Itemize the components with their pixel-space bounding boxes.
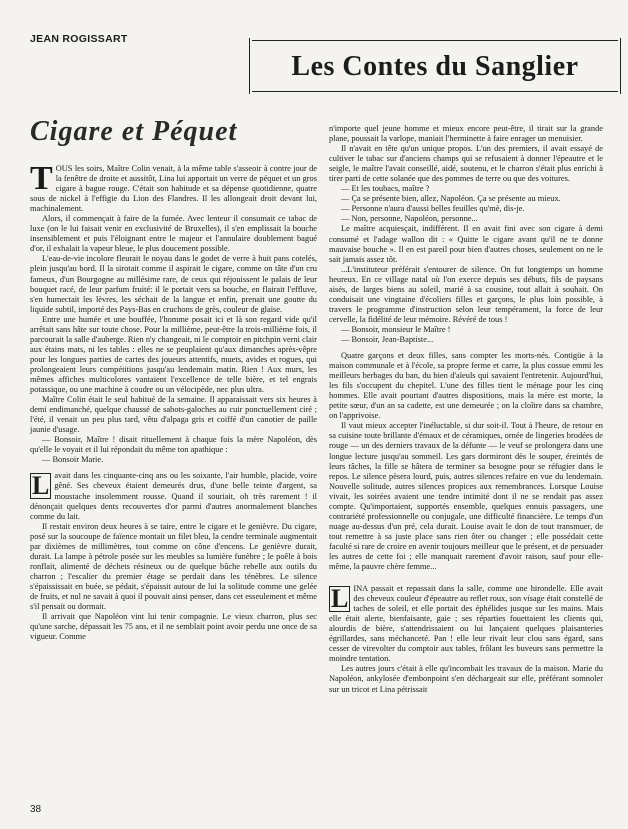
paragraph-text: Quatre garçons et deux filles, sans compter les morts-nés. Contigüe à la maison communale et à l'école, sa propre ferme et carre, la plus cossue emmi les meilleurs herbages du ban, du bien d'aïeuls qui savaient l'entretenir. Aujourd'hui, les fils s'occupent du chepitel. L'une des filles tient le ménage pour les cinq hommes. Elle avait pourtant d'autres dispositions, mais la mère est morte, la petite sœur, d'un an sa cadette, est une demeurée ; on la cloître dans sa chambre, on l'apprivoise.: [329, 351, 603, 421]
paragraph: [329, 204, 603, 214]
paragraph-text: — Non, personne, Napoléon, personne...: [341, 214, 478, 224]
paragraph-text: Alors, il commençait à faire de la fumée. Avec lenteur il consumait ce tabac de luxe (on le lui faisait venir en exclusivité de Bruxelles), il s'en emplissait la bouche insensiblement et puis l'éloignant entre le majeur et l'annulaire doublement bagué d'or, il exhalait la vapeur bleue, le plus doucement possible.: [30, 214, 317, 254]
paragraph-text: Entre une humée et une bouffée, l'homme posait ici et là son regard vide qu'il arrêtait sans hâte sur toute chose. Pour la millième, peut-être la trois-millième fois, il parcourait la salle d'auberge. Rien n'y changeait, ni le comptoir en pitchpin verni clair aux étains mats, ni les tables : elles ne se peuplaient qu'aux dimanches après-vêpre pour les longues parties de cartes des joueurs attentifs, muets, avides et rogues, qui prolongeaient leurs compétitions jusqu'au lendemain matin. Rien ! Aux murs, les mêmes affiches multicolores vantaient l'excellence de telle bière, et tel engrais potassique, ou une machine à coudre ou un vélocipède, nec plus ultra.: [30, 314, 317, 395]
paragraph: [30, 612, 317, 642]
paragraph: [329, 184, 603, 194]
drop-cap: L: [32, 471, 50, 501]
paragraph: [30, 471, 317, 521]
paragraph-text: — Ça se présente bien, allez, Napoléon. Ça se présente au mieux.: [341, 194, 561, 204]
paragraph-text: — Personne n'aura d'aussi belles feuilles qu'mè, dis-je.: [341, 204, 525, 214]
paragraph-text: Il vaut mieux accepter l'inéluctable, si dur soit-il. Tout à l'heure, de retour en sa cuisine toute brillante d'émaux et de céramiques, ornée de lingeries brodées de rouge — un des derniers travaux de la défunte — le veuf se prolongera dans une longue lecture jusqu'au sommeil. Les gars dormiront dès le souper, éreintés de leurs tâches, la fille se hâtera de terminer sa besogne pour se réfugier dans le repos. Le silence pèsera lourd, puis, autres silences refaire en vue du lendemain. Nouvelle solitude, autres silences propices aux remembrances. Lorsque Louise vivait, les soirées avaient une tendre intimité dont il ne se rendait pas assez compte. Qu'importaient, supportés ensemble, quelques ennuis passagers, une contrariété professionnelle ou conjugale, une difficulté financière. Le temps d'un nuage au-dessus d'un pré, cela durait. Louise avait le don de tout transmuer, de tout remettre à sa juste place sans rien ôter ou changer ; elle possédait cette faculté si rare de croire en avenir toujours meilleur que le présent, et de persuader les autres de cette foi ; elle manquait rarement d'avoir raison, sauf pour elle-même, la pauvre chère femme...: [329, 421, 603, 572]
paragraph: [329, 664, 603, 694]
drop-cap: L: [331, 584, 349, 614]
paragraph: [329, 584, 603, 664]
paragraph: [30, 395, 317, 435]
paragraph: [30, 214, 317, 254]
paragraph-text: avait dans les cinquante-cinq ans ou les soixante, l'air humble, placide, voire gêné. Ses cheveux étaient demeurés drus, d'une belle teinte d'argent, sa moustache insolemment rousse. Quand il souriait, oh très rarement ! il dénonçait quelques dents recouvertes d'or parmi d'autres anormalement blanches comme du lait.: [30, 471, 317, 521]
page-number: 38: [30, 804, 42, 815]
paragraph: [329, 194, 603, 204]
paragraph-text: INA passait et repassait dans la salle, comme une hirondelle. Elle avait des cheveux couleur d'épeautre au reflet roux, son visage était constellé de taches de soleil, et elle portait des éphélides jusque sur les mains. Mais elle était alerte, bienfaisante, gaie ; ses réparties fouettaient les clients qui, alourdis de bière, s'attendrissaient ou lui lançaient quelques plaisanteries égrillardes, sans méchanceté. Pan ! elle leur rivait leur clou sans égard, sans cesser de virevolter du comptoir aux tables, frôlant les buveurs sans permettre la moindre tentation.: [329, 584, 603, 664]
series-title: Les Contes du Sanglier: [291, 51, 579, 82]
paragraph-text: Le maître acquiesçait, indifférent. Il en avait fini avec son cigare à demi consumé et l'adage wallon dit : « Quitte le cigare avant qu'il ne te donne mauvaise bouche ». Il en est pareil pour bien d'autres choses, seulement on ne le sait jamais assez tôt.: [329, 224, 603, 264]
author-name: JEAN ROGISSART: [30, 33, 128, 45]
paragraph-text: — Bonsoir, Jean-Baptiste...: [341, 334, 434, 344]
drop-cap: T: [30, 160, 53, 197]
section-break: [329, 572, 603, 584]
paragraph: [30, 315, 317, 395]
paragraph-text: n'importe quel jeune homme et mieux encore peut-être, il tirait sur la grande plane, poussait la varlope, maniait l'herminette à faire enrager un menuisier.: [329, 124, 603, 144]
paragraph: [329, 124, 603, 144]
paragraph-text: — Bonsoir Marie.: [42, 455, 104, 465]
paragraph: [30, 455, 317, 465]
paragraph: [329, 224, 603, 264]
paragraph-text: Il n'avait en tête qu'un unique propos. L'un des premiers, il avait essayé de cultiver le tabac sur d'anciens champs qui se refusaient à donner l'épeautre et le seigle, le maître l'avait conseillé, aidé, soutenu, et le charron s'était plus enrichi à tirer parti de cette solanée que des pommes de terre ou que des voitures.: [329, 144, 603, 184]
paragraph: [329, 335, 603, 345]
paragraph-text: — Bonsoir, Maître ! disait rituellement à chaque fois la mère Napoléon, dès qu'elle le voyait et il lui répondait du même ton apathique :: [30, 435, 317, 455]
paragraph: [30, 435, 317, 455]
paragraph-text: — Et les toubacs, maître ?: [341, 184, 430, 194]
paragraph-text: Il arrivait que Napoléon vint lui tenir compagnie. Le vieux charron, plus sec qu'une sarche, dépassait les 75 ans, et il ne semblait point avoir perdu une once de sa vigueur. Comme: [30, 612, 317, 642]
story-title: Cigare et Péquet: [30, 116, 238, 147]
paragraph-text: L'eau-de-vie incolore fleurait le noyau dans le godet de verre à huit pans cotelés, plein jusqu'au bord. Il la sirotait comme il aspirait le cigare, comme on tâte d'un cru fameux, d'un Bourgogne au millésime rare, de ceux qui réjouissent le palais de leur bouquet racé, de leur parfum fruité: il le portait vers sa bouche, en flairait l'effluve, s'en humectait les lèvres, les séchait de la langue et enfin, prenait une goutte du liquide subtil, importé des Pays-Bas en cruchons de grès, couleur de glaise.: [30, 254, 317, 314]
paragraph-text: OUS les soirs, Maître Colin venait, à la même table s'asseoir à contre jour de la fenêtre de droite et aussitôt, Lina lui apportait un verre de péquet et un gros cigare à bague rouge. C'était son habitude et sa dépense quotidienne, quatre sous de nickel à l'effigie du Lion des Flandres. Il les allongeait droit devant lui, machinalement.: [30, 164, 317, 214]
paragraph: [30, 522, 317, 612]
paragraph: [30, 254, 317, 314]
paragraph: [329, 265, 603, 325]
paragraph: [329, 421, 603, 572]
paragraph: [329, 351, 603, 421]
paragraph-text: Il restait environ deux heures à se taire, entre le cigare et le genièvre. Du cigare, posé sur la soucoupe de faïence montait un filet bleu, la cendre terminale augmentait par dixièmes de millimètres, tout comme on cône d'encens. Le genièvre durait, durait. La lampe à pétrole posée sur les meubles sa lumière funèbre ; le poêle à bois ronflait, alimenté de déchets résineux ou de quelque bûche rebelle aux outils du charron ; l'escalier du premier étage se perdait dans les ténèbres. Le silence s'épaississait en buée, se pédait, s'épaissit autour de lui la solitude comme une gelée de fruits, et nul ne savait à quoi il pouvait ainsi penser, dans cet esseulement et même s'il pensait ou dormait.: [30, 521, 317, 612]
paragraph-text: Maître Colin était le seul habitué de la semaine. Il apparaissait vers six heures à demi endimanché, quelque chaussé de sabots-galoches au cuir ponctuellement ciré ; l'été, il venait un peu plus tard, vêtu d'alpaga gris et coiffé d'un canotier de paille jaunie d'usage.: [30, 395, 317, 435]
right-column: [329, 124, 603, 695]
paragraph-text: ...L'instituteur préférait s'entourer de silence. On fut longtemps un homme heureux. En ce village natal où l'on exerce depuis ses débuts, fils de paysans aisés, de larges biens au soleil, marié à sa cousine, tout allait à souhait. On conduisait une vingtaine d'écoliers filles et garçons, le plus loin possible, à travers le programme d'instruction selon leur tempérament, la force de leur cervelle, la fidélité de leur mémoire. Révéré de tous !: [329, 264, 603, 324]
paragraph: [329, 144, 603, 184]
paragraph: [30, 160, 317, 214]
paragraph-text: Les autres jours c'était à elle qu'incombait les travaux de la maison. Marie du Napoléon, ankylosée d'embonpoint s'en déchargeait sur elle, préférant somnoler sur un tricot et Lina pétrissait: [329, 664, 603, 694]
paragraph: [329, 214, 603, 224]
paragraph: [329, 325, 603, 335]
paragraph-text: — Bonsoir, monsieur le Maître !: [341, 324, 451, 334]
left-column: [30, 160, 317, 642]
series-title-frame: [252, 40, 618, 92]
